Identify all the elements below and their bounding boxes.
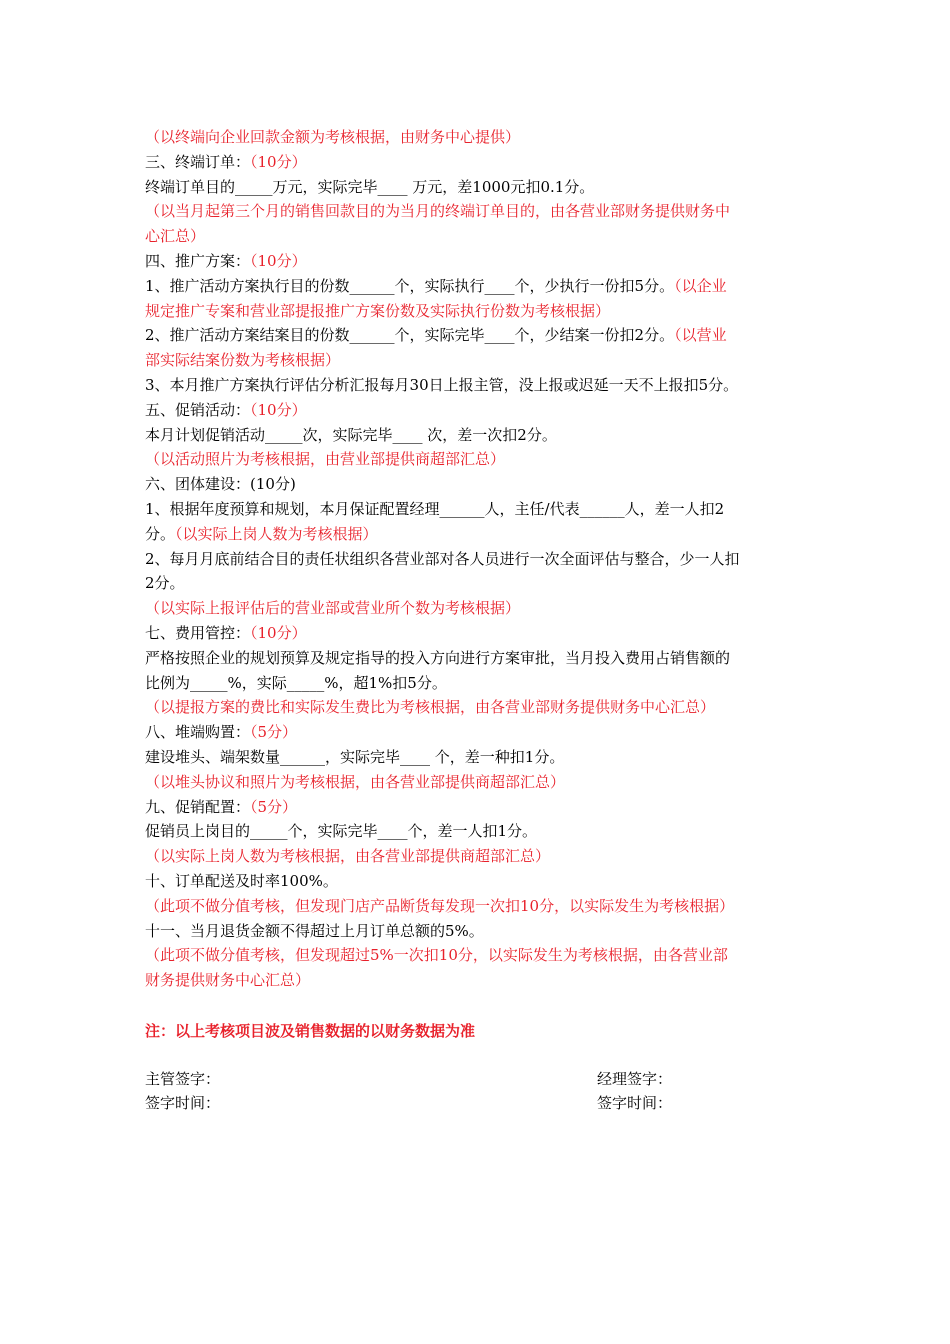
text-line: [145, 299, 810, 324]
line-text: 1、推广活动方案执行目的份数______个，实际执行____个，少执行一份扣5分。: [145, 276, 675, 295]
text-line: [145, 894, 810, 919]
text-line: [145, 869, 810, 894]
line-text: 2、推广活动方案结案目的份数______个，实际完毕____个，少结案一份扣2分。: [145, 326, 675, 345]
text-line: [145, 745, 810, 770]
text-line: [145, 596, 810, 621]
line-text: 本月计划促销活动_____次，实际完毕____ 次，差一次扣2分。: [145, 425, 557, 444]
line-text: 比例为_____%，实际_____%，超1%扣5分。: [145, 673, 447, 692]
text-line: [145, 819, 810, 844]
text-line: [145, 646, 810, 671]
line-text: 六、团体建设：(10分): [145, 475, 296, 494]
line-text: 2、每月月底前结合目的责任状组织各营业部对各人员进行一次全面评估与整合，少一人扣: [145, 549, 740, 568]
text-line: [145, 621, 810, 646]
line-text: 八、堆端购置：: [145, 723, 251, 742]
criteria-note: （10分）: [250, 152, 307, 171]
criteria-note: 财务提供财务中心汇总）: [145, 971, 311, 990]
criteria-note: （此项不做分值考核，但发现超过5%一次扣10分，以实际发生为考核根据，由各营业部: [145, 946, 728, 965]
text-line: [145, 720, 810, 745]
criteria-note: （以实际上报评估后的营业部或营业所个数为考核根据）: [145, 599, 521, 618]
criteria-note: 心汇总）: [145, 227, 206, 246]
text-line: [145, 348, 810, 373]
criteria-note: （以堆头协议和照片为考核根据，由各营业部提供商超部汇总）: [145, 772, 566, 791]
text-line: [145, 373, 810, 398]
criteria-note: 部实际结案份数为考核根据）: [145, 351, 341, 370]
text-line: [145, 175, 810, 200]
text-line: [145, 497, 810, 522]
text-line: [145, 943, 810, 968]
line-text: 四、推广方案：: [145, 251, 251, 270]
text-line: [145, 547, 810, 572]
criteria-note: （以当月起第三个月的销售回款目的为当月的终端订单目的，由各营业部财务提供财务中: [145, 202, 731, 221]
text-line: [145, 274, 810, 299]
footnote: 注：以上考核项目波及销售数据的以财务数据为准: [145, 1021, 476, 1040]
criteria-note: （此项不做分值考核，但发现门店产品断货每发现一次扣10分，以实际发生为考核根据）: [145, 896, 735, 915]
criteria-note: （以营业: [674, 326, 727, 345]
text-line: [145, 398, 810, 423]
text-line: [145, 770, 810, 795]
supervisor-signature-label: 主管签字：: [145, 1069, 221, 1088]
text-line: [145, 199, 810, 224]
assessment-items: [145, 125, 810, 993]
text-line: [145, 150, 810, 175]
text-line: [145, 323, 810, 348]
line-text: 五、促销活动：: [145, 400, 251, 419]
text-line: [145, 522, 810, 547]
criteria-note: （10分）: [250, 623, 307, 642]
supervisor-sign-time-label: 签字时间：: [145, 1094, 221, 1113]
text-line: [145, 447, 810, 472]
line-text: 终端订单目的_____万元，实际完毕____ 万元，差1000元扣0.1分。: [145, 177, 595, 196]
manager-signature-label: 经理签字：: [597, 1069, 673, 1088]
text-line: [145, 795, 810, 820]
criteria-note: （10分）: [250, 400, 307, 419]
line-text: 严格按照企业的规划预算及规定指导的投入方向进行方案审批，当月投入费用占销售额的: [145, 648, 731, 667]
text-line: [145, 695, 810, 720]
text-line: [145, 919, 810, 944]
line-text: 三、终端订单：: [145, 152, 251, 171]
text-line: [145, 472, 810, 497]
line-text: 建设堆头、端架数量______，实际完毕____ 个，差一种扣1分。: [145, 747, 565, 766]
line-text: 促销员上岗目的_____个，实际完毕____个，差一人扣1分。: [145, 822, 538, 841]
criteria-note: （以企业: [674, 276, 727, 295]
text-line: [145, 423, 810, 448]
text-line: [145, 671, 810, 696]
criteria-note: 规定推广专案和营业部提报推广方案份数及实际执行份数为考核根据）: [145, 301, 611, 320]
text-line: [145, 968, 810, 993]
line-text: 十一、当月退货金额不得超过上月订单总额的5%。: [145, 921, 484, 940]
text-line: [145, 571, 810, 596]
text-line: [145, 125, 810, 150]
line-text: 3、本月推广方案执行评估分析汇报每月30日上报主管，没上报或迟延一天不上报扣5分。: [145, 375, 739, 394]
text-line: [145, 249, 810, 274]
criteria-note: （以活动照片为考核根据，由营业部提供商超部汇总）: [145, 450, 506, 469]
criteria-note: （以提报方案的费比和实际发生费比为考核根据，由各营业部财务提供财务中心汇总）: [145, 698, 716, 717]
line-text: 2分。: [145, 574, 185, 593]
signature-row-time: [145, 1091, 810, 1116]
criteria-note: （5分）: [250, 797, 298, 816]
signature-block: [145, 1067, 810, 1117]
signature-row-sign: [145, 1067, 810, 1092]
line-text: 七、费用管控：: [145, 623, 251, 642]
line-text: 1、根据年度预算和规划，本月保证配置经理______人，主任/代表______人，差一人扣2: [145, 499, 725, 518]
criteria-note: （以终端向企业回款金额为考核根据，由财务中心提供）: [145, 128, 521, 146]
criteria-note: （以实际上岗人数为考核根据，由各营业部提供商超部汇总）: [145, 847, 551, 866]
line-text: 分。: [145, 524, 176, 543]
line-text: 九、促销配置：: [145, 797, 251, 816]
criteria-note: （以实际上岗人数为考核根据）: [175, 524, 378, 543]
text-line: [145, 844, 810, 869]
line-text: 十、订单配送及时率100%。: [145, 871, 338, 890]
criteria-note: （10分）: [250, 251, 307, 270]
manager-sign-time-label: 签字时间：: [597, 1094, 673, 1113]
text-line: [145, 224, 810, 249]
criteria-note: （5分）: [250, 723, 298, 742]
